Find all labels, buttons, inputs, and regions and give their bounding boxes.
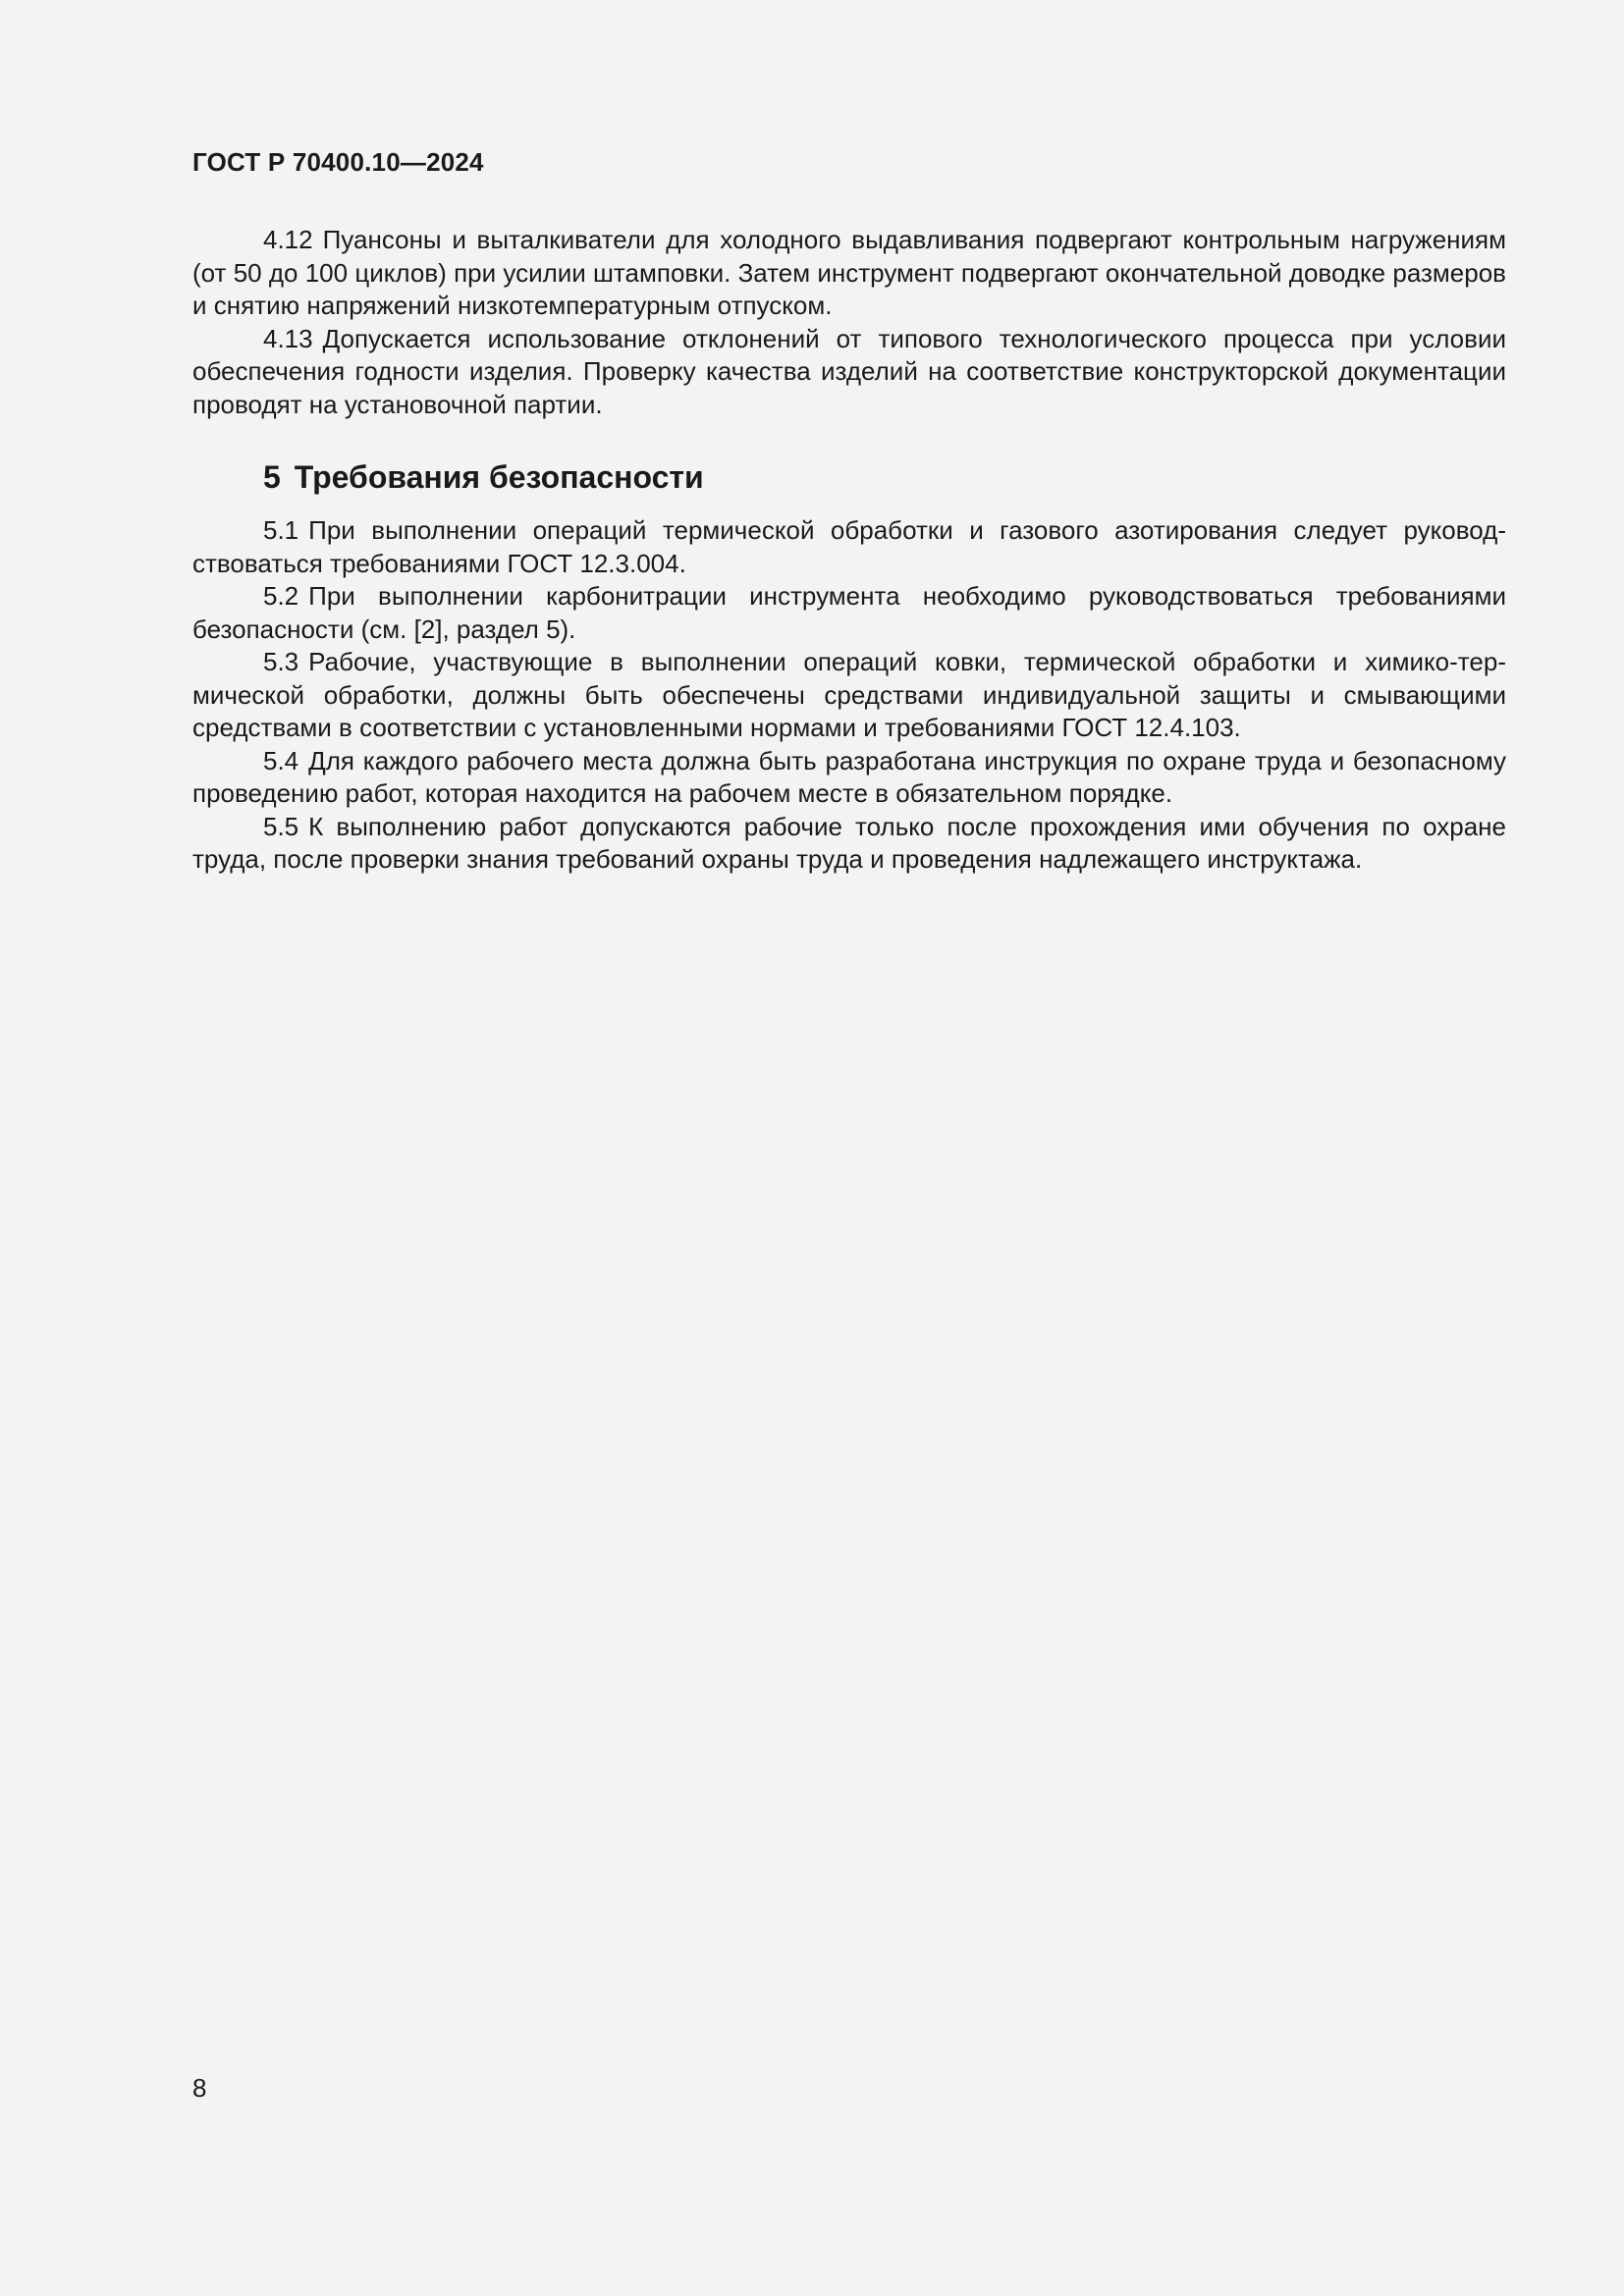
paragraph-number: 4.13 bbox=[263, 323, 313, 353]
section-heading bbox=[192, 457, 1506, 497]
paragraph-text: При выполнении карбонитрации инструмента необходимо руководствоваться требованиями безопасности (см. [2], раздел 5). bbox=[192, 581, 1506, 644]
paragraph-5-2 bbox=[192, 580, 1506, 646]
paragraph-5-4 bbox=[192, 745, 1506, 811]
paragraph-text: Для каждого рабочего места должна быть разработана инструкция по охране труда и безопасному проведению работ, которая находится на рабочем месте в обязательном порядке. bbox=[192, 745, 1506, 808]
paragraph-number: 5.4 bbox=[263, 745, 299, 775]
section-number: 5 bbox=[263, 459, 281, 495]
paragraph-text: К выполнению работ допускаются рабочие только после прохождения ими обучения по охране труда, после проверки знания требований охраны труда и проведения надлежащего инструктажа. bbox=[192, 811, 1506, 874]
paragraph-text: Рабочие, участвующие в выполнении операций ковки, термической обработки и химико-термической обработки, должны быть обеспечены средствами индивидуальной защиты и смывающими средствами в соответствии с установленными нормами и требованиями ГОСТ 12.4.103. bbox=[192, 647, 1506, 742]
paragraph-text: При выполнении операций термической обработки и газового азотирования следует руководствоваться требованиями ГОСТ 12.3.004. bbox=[192, 515, 1506, 578]
paragraph-5-3 bbox=[192, 646, 1506, 745]
page-number: 8 bbox=[192, 2073, 207, 2103]
document-code-header: ГОСТ Р 70400.10—2024 bbox=[192, 147, 484, 177]
paragraph-text: Допускается использование отклонений от типового технологического процесса при условии обеспечения годности изделия. Проверку качества изделий на соответствие конструкторской документации проводят на установочной партии. bbox=[192, 323, 1506, 419]
paragraph-4-13 bbox=[192, 323, 1506, 422]
paragraph-text: Пуансоны и выталкиватели для холодного выдавливания подвергают контрольным нагружениям (от 50 до 100 циклов) при усилии штамповки. Затем инструмент подвергают окончательной доводке размеров и снятию напряжений низкотемпературным отпуском. bbox=[192, 225, 1506, 320]
paragraph-5-1 bbox=[192, 514, 1506, 580]
paragraph-number: 5.3 bbox=[263, 647, 299, 676]
paragraph-4-12 bbox=[192, 224, 1506, 323]
paragraph-number: 5.5 bbox=[263, 811, 299, 841]
document-body bbox=[192, 224, 1506, 877]
section-title: Требования безопасности bbox=[294, 459, 704, 495]
paragraph-number: 5.2 bbox=[263, 581, 299, 611]
paragraph-5-5 bbox=[192, 811, 1506, 877]
paragraph-number: 4.12 bbox=[263, 225, 313, 254]
paragraph-number: 5.1 bbox=[263, 515, 299, 545]
